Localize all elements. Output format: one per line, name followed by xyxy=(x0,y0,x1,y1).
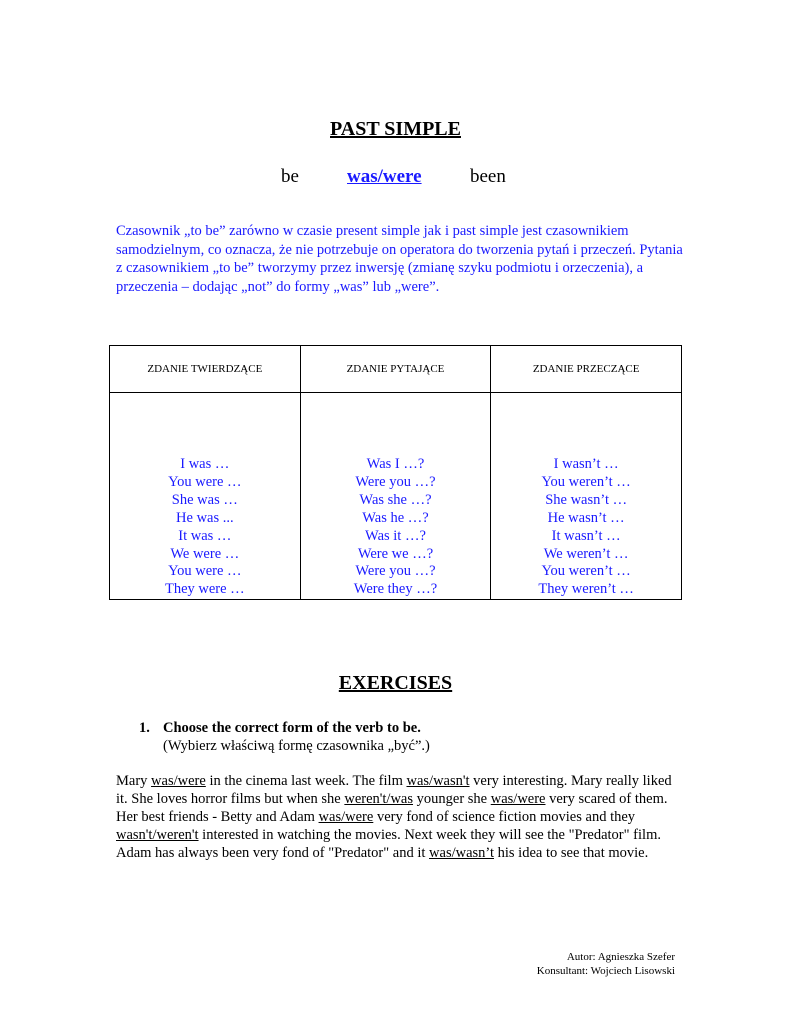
list-item: Was he …? xyxy=(362,509,429,526)
exercises-title: EXERCISES xyxy=(338,672,453,694)
header-interrogative: ZDANIE PYTAJĄCE xyxy=(300,346,491,393)
task-number: 1. xyxy=(139,720,150,736)
verb-forms xyxy=(0,166,791,190)
list-item: He wasn’t … xyxy=(547,509,625,526)
list-item: They were … xyxy=(164,581,245,598)
choice-option: was/were xyxy=(318,809,374,826)
list-item: They weren’t … xyxy=(538,581,634,598)
exercise-text xyxy=(116,772,686,862)
list-item: We weren’t … xyxy=(543,545,629,562)
choice-option: weren't/was xyxy=(344,791,414,808)
list-item: It was … xyxy=(178,527,232,544)
page-title: PAST SIMPLE xyxy=(330,118,461,140)
footer xyxy=(537,950,675,978)
list-item: Was she …? xyxy=(359,491,432,508)
list-item: She wasn’t … xyxy=(545,491,628,508)
task-instruction: Choose the correct form of the verb to be. xyxy=(163,720,421,736)
table-header-row xyxy=(110,346,682,393)
exercise-text-segment: very scared of them. Her best friends - Betty and Adam xyxy=(116,791,668,826)
list-item: Was it …? xyxy=(365,527,426,544)
exercise-text-segment: very fond of science fiction movies and they xyxy=(373,809,636,826)
negative-column xyxy=(491,393,682,600)
list-item: You weren’t … xyxy=(541,563,631,580)
exercise-text-segment: very interesting. Mary really liked it. She loves horror films but when she xyxy=(116,773,672,808)
table-body-row xyxy=(110,393,682,600)
grammar-table xyxy=(109,345,682,600)
consultant-credit: Konsultant: Wojciech Lisowski xyxy=(536,965,675,977)
task-instruction-translation: (Wybierz właściwą formę czasownika „być”.) xyxy=(163,738,430,754)
list-item: He was ... xyxy=(176,509,234,526)
exercise-text-segment: his idea to see that movie. xyxy=(494,845,649,862)
list-item: Were you …? xyxy=(355,563,436,580)
list-item: Were they …? xyxy=(353,581,438,598)
list-item: You were … xyxy=(168,473,242,490)
list-item: Were you …? xyxy=(355,473,436,490)
list-item: Was I …? xyxy=(366,456,425,472)
verb-form-base: be xyxy=(281,166,299,187)
exercise-text-segment: in the cinema last week. The film xyxy=(205,773,407,789)
intro-paragraph: Czasownik „to be” zarówno w czasie present simple jak i past simple jest czasownikiem samodzielnym, co oznacza, że nie potrzebuje on operatora do tworzenia pytań i przeczeń. Pytania z czasownikiem „to be” tworzymy przez inwersję (zmianę szyku podmiotu i orzeczenia), a przeczenia – dodając „not” do formy „was” lub „were”. xyxy=(116,223,683,295)
list-item: You were … xyxy=(168,563,242,580)
header-affirmative: ZDANIE TWIERDZĄCE xyxy=(110,346,301,393)
list-item: Were we …? xyxy=(357,545,434,562)
list-item: I wasn’t … xyxy=(553,456,619,472)
choice-option: was/wasn’t xyxy=(429,845,495,862)
exercise-text-segment: interested in watching the movies. Next week they will see the "Predator" film. Adam has always been very fond of "Predator" and it xyxy=(116,827,661,862)
choice-option: wasn't/weren't xyxy=(116,827,199,844)
affirmative-column xyxy=(110,393,301,600)
list-item: You weren’t … xyxy=(541,473,631,490)
verb-form-participle: been xyxy=(470,166,506,187)
choice-option: was/were xyxy=(490,791,546,808)
choice-option: was/wasn't xyxy=(406,773,470,789)
exercise-text-segment: younger she xyxy=(413,791,491,808)
header-negative: ZDANIE PRZECZĄCE xyxy=(491,346,682,393)
verb-form-past: was/were xyxy=(347,166,422,187)
choice-option: was/were xyxy=(151,773,206,789)
list-item: I was … xyxy=(180,456,230,472)
list-item: We were … xyxy=(170,545,240,562)
author-credit: Autor: Agnieszka Szefer xyxy=(566,951,675,963)
interrogative-column xyxy=(300,393,491,600)
exercise-text-segment: Mary xyxy=(116,773,152,789)
list-item: It wasn’t … xyxy=(551,527,621,544)
list-item: She was … xyxy=(171,491,238,508)
